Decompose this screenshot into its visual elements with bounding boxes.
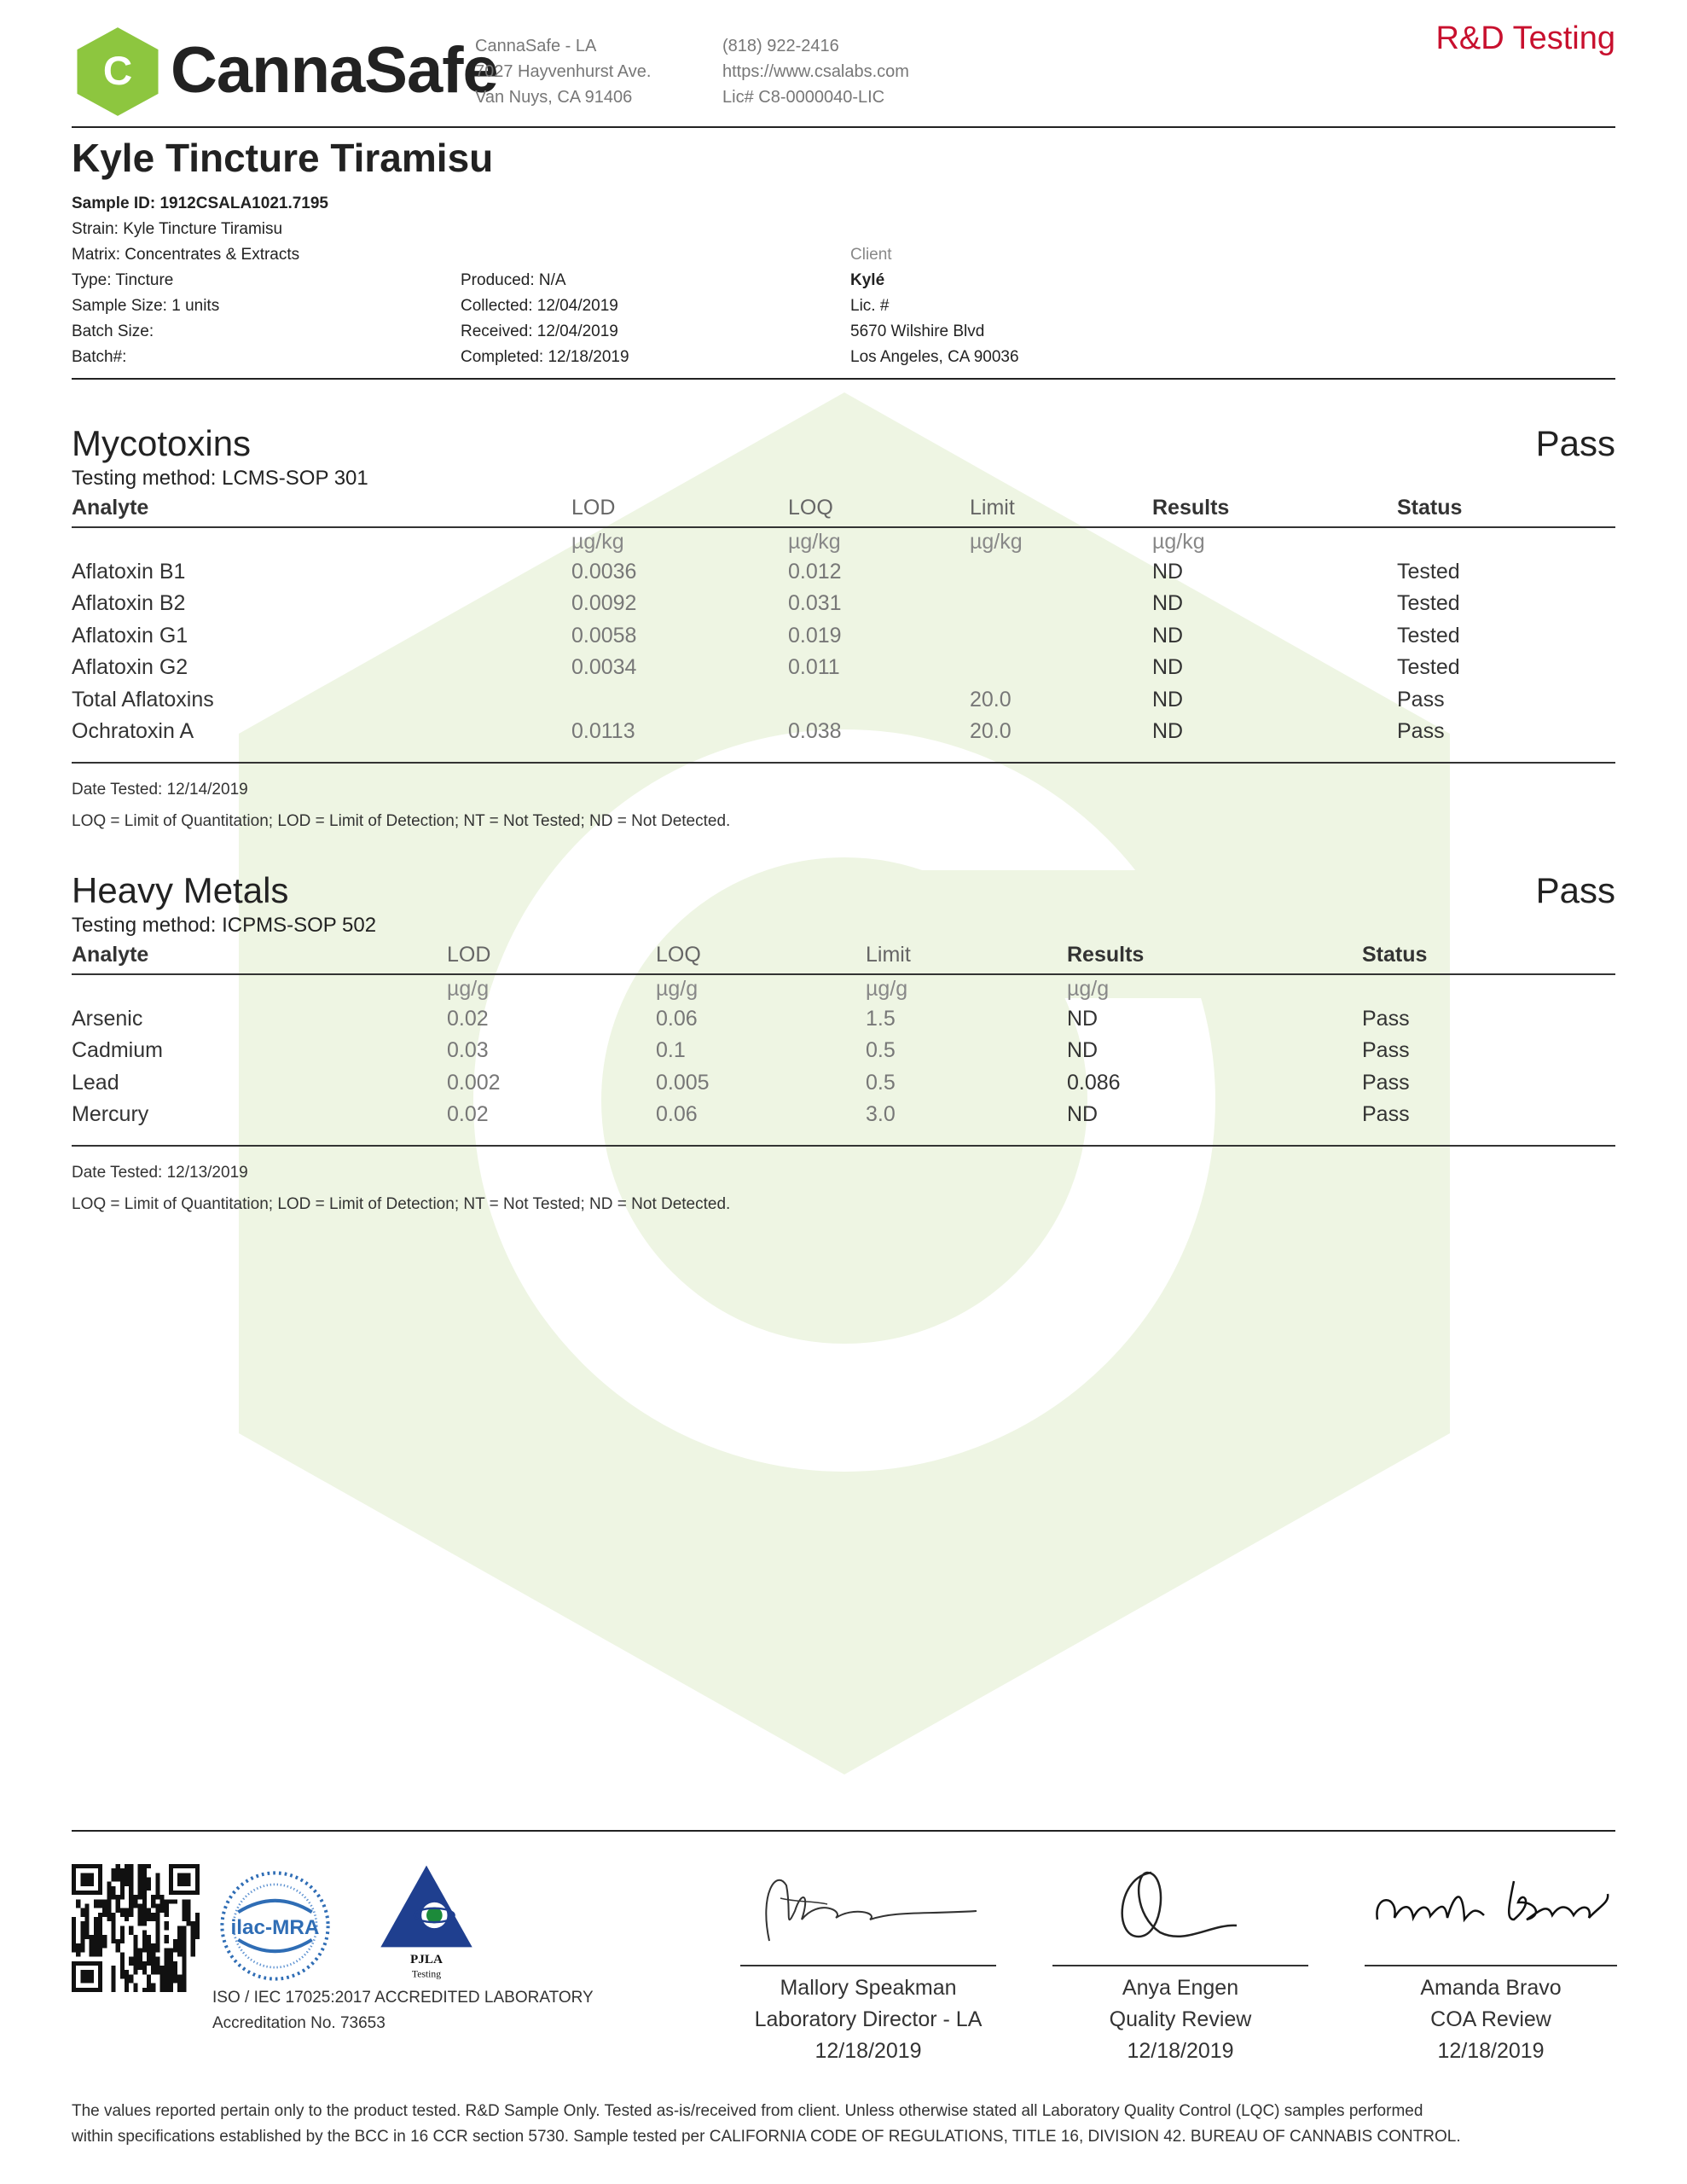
heavy-metals-cell: 0.002 — [447, 1070, 501, 1095]
heavy-metals-cell: Pass — [1362, 1102, 1410, 1127]
mycotoxins-cell: Tested — [1397, 591, 1460, 616]
mycotoxins-cell: Total Aflatoxins — [72, 687, 214, 712]
heavy-metals-header-limit: Limit — [866, 943, 911, 967]
mycotoxins-cell: Tested — [1397, 655, 1460, 680]
mycotoxins-title: Mycotoxins — [72, 423, 252, 463]
heavy-metals-legend: LOQ = Limit of Quantitation; LOD = Limit of Detection; NT = Not Tested; ND = Not Detected. — [72, 1195, 731, 1213]
mycotoxins-cell: Pass — [1397, 719, 1445, 743]
heavy-metals-header-lod: LOD — [447, 943, 491, 967]
cannasafe-logo-icon — [72, 26, 164, 118]
mycotoxins-cell: ND — [1152, 591, 1184, 616]
mycotoxins-cell: ND — [1152, 719, 1184, 743]
signatory-anya: Anya Engen Quality Review 12/18/2019 — [1109, 1976, 1252, 2063]
signature-anya — [1100, 1856, 1254, 1949]
mycotoxins-status: Pass — [1535, 423, 1615, 463]
heavy-metals-cell: ND — [1067, 1038, 1099, 1063]
mycotoxins-cell: Pass — [1397, 687, 1445, 712]
mycotoxins-cell: 0.0036 — [571, 560, 637, 584]
qr-code-icon — [72, 1864, 200, 1992]
heavy-metals-cell: ND — [1067, 1102, 1099, 1127]
heavy-metals-cell: 0.5 — [866, 1070, 896, 1095]
mycotoxins-cell: 0.019 — [788, 623, 842, 648]
signature-mallory — [751, 1860, 981, 1954]
heavy-metals-method: Testing method: ICPMS-SOP 502 — [72, 914, 377, 937]
sample-details: Sample ID: 1912CSALA1021.7195 Strain: Kyle Tincture Tiramisu Matrix: Concentrates & Extracts Type: Tincture Sample Size: 1 units Batch Size: Batch#: — [72, 195, 328, 366]
heavy-metals-cell: Cadmium — [72, 1038, 163, 1063]
heavy-metals-cell: 0.06 — [656, 1102, 698, 1127]
heavy-metals-cell: Pass — [1362, 1038, 1410, 1063]
svg-text:Testing: Testing — [411, 1968, 442, 1980]
heavy-metals-date-tested: Date Tested: 12/13/2019 — [72, 1164, 248, 1182]
mycotoxins-cell: 0.011 — [788, 655, 840, 680]
brand-name: CannaSafe — [171, 34, 498, 107]
pjla-logo — [375, 1862, 478, 1981]
mycotoxins-cell: 0.0113 — [571, 719, 635, 743]
heavy-metals-cell: Pass — [1362, 1007, 1410, 1031]
signatory-mallory: Mallory Speakman Laboratory Director - LA 12/18/2019 — [754, 1976, 983, 2063]
mycotoxins-cell: Tested — [1397, 623, 1460, 648]
heavy-metals-cell: 0.5 — [866, 1038, 896, 1063]
mycotoxins-unit: µg/kg — [788, 530, 841, 554]
heavy-metals-cell: 0.02 — [447, 1007, 489, 1031]
mycotoxins-cell: Aflatoxin G1 — [72, 623, 188, 648]
lab-contact: (818) 922-2416 https://www.csalabs.com Lic# C8-0000040-LIC — [722, 37, 909, 107]
mycotoxins-header-analyte: Analyte — [72, 496, 149, 520]
mycotoxins-cell: Aflatoxin B2 — [72, 591, 186, 616]
heavy-metals-header-analyte: Analyte — [72, 943, 149, 967]
client-info: Client Kylé Lic. # 5670 Wilshire Blvd Los Angeles, CA 90036 — [850, 246, 1019, 366]
heavy-metals-unit: µg/g — [1067, 977, 1110, 1001]
heavy-metals-cell: Mercury — [72, 1102, 149, 1127]
mycotoxins-unit: µg/kg — [970, 530, 1023, 554]
mycotoxins-header-results: Results — [1152, 496, 1230, 520]
heavy-metals-cell: ND — [1067, 1007, 1099, 1031]
heavy-metals-header-status: Status — [1362, 943, 1428, 967]
mycotoxins-cell: 0.012 — [788, 560, 842, 584]
heavy-metals-cell: 0.03 — [447, 1038, 489, 1063]
mycotoxins-cell: Ochratoxin A — [72, 719, 194, 743]
mycotoxins-date-tested: Date Tested: 12/14/2019 — [72, 781, 248, 799]
rd-testing-label: R&D Testing — [1435, 20, 1615, 56]
heavy-metals-cell: 0.086 — [1067, 1070, 1121, 1095]
mycotoxins-cell: ND — [1152, 560, 1184, 584]
heavy-metals-unit: µg/g — [866, 977, 908, 1001]
mycotoxins-header-loq: LOQ — [788, 496, 833, 520]
heavy-metals-cell: Pass — [1362, 1070, 1410, 1095]
svg-text:C: C — [102, 49, 133, 95]
mycotoxins-cell: ND — [1152, 687, 1184, 712]
heavy-metals-cell: Lead — [72, 1070, 119, 1095]
disclaimer: The values reported pertain only to the product tested. R&D Sample Only. Tested as-is/received from client. Unless otherwise stated all Laboratory Quality Control (LQC) samples performed within specifications established by the BCC in 16 CCR section 5730. Sample tested per CALIFORNIA CODE OF REGULATIONS, TITLE 16, DIVISION 42. BUREAU OF CANNABIS CONTROL. — [72, 2102, 1461, 2146]
mycotoxins-cell: 0.0058 — [571, 623, 637, 648]
mycotoxins-cell: Aflatoxin G2 — [72, 655, 188, 680]
heavy-metals-cell: 0.06 — [656, 1007, 698, 1031]
mycotoxins-cell: 0.038 — [788, 719, 842, 743]
heavy-metals-cell: Arsenic — [72, 1007, 143, 1031]
product-title: Kyle Tincture Tiramisu — [72, 136, 494, 180]
mycotoxins-cell: Tested — [1397, 560, 1460, 584]
mycotoxins-header-limit: Limit — [970, 496, 1015, 520]
mycotoxins-method: Testing method: LCMS-SOP 301 — [72, 467, 368, 490]
heavy-metals-cell: 1.5 — [866, 1007, 896, 1031]
signatory-amanda: Amanda Bravo COA Review 12/18/2019 — [1420, 1976, 1562, 2063]
heavy-metals-title: Heavy Metals — [72, 870, 289, 910]
mycotoxins-unit: µg/kg — [571, 530, 624, 554]
mycotoxins-cell: ND — [1152, 623, 1184, 648]
accreditation-text: ISO / IEC 17025:2017 ACCREDITED LABORATORY Accreditation No. 73653 — [212, 1989, 594, 2032]
signature-amanda — [1369, 1868, 1616, 1937]
mycotoxins-cell: 0.0092 — [571, 591, 637, 616]
heavy-metals-unit: µg/g — [656, 977, 699, 1001]
mycotoxins-header-lod: LOD — [571, 496, 616, 520]
heavy-metals-header-loq: LOQ — [656, 943, 701, 967]
mycotoxins-unit: µg/kg — [1152, 530, 1205, 554]
svg-text:PJLA: PJLA — [410, 1952, 443, 1966]
heavy-metals-cell: 0.005 — [656, 1070, 710, 1095]
mycotoxins-legend: LOQ = Limit of Quantitation; LOD = Limit of Detection; NT = Not Tested; ND = Not Detected. — [72, 812, 731, 830]
mycotoxins-cell: ND — [1152, 655, 1184, 680]
heavy-metals-unit: µg/g — [447, 977, 490, 1001]
mycotoxins-cell: Aflatoxin B1 — [72, 560, 186, 584]
heavy-metals-header-results: Results — [1067, 943, 1145, 967]
heavy-metals-cell: 0.02 — [447, 1102, 489, 1127]
mycotoxins-cell: 20.0 — [970, 687, 1012, 712]
mycotoxins-cell: 0.0034 — [571, 655, 637, 680]
lab-address: CannaSafe - LA 7027 Hayvenhurst Ave. Van Nuys, CA 91406 — [475, 37, 652, 107]
heavy-metals-cell: 0.1 — [656, 1038, 686, 1063]
sample-dates: Produced: N/A Collected: 12/04/2019 Received: 12/04/2019 Completed: 12/18/2019 — [461, 271, 629, 366]
mycotoxins-header-status: Status — [1397, 496, 1463, 520]
mycotoxins-cell: 0.031 — [788, 591, 842, 616]
mycotoxins-cell: 20.0 — [970, 719, 1012, 743]
heavy-metals-cell: 3.0 — [866, 1102, 896, 1127]
ilac-mra-logo — [217, 1868, 333, 1984]
svg-text:ilac-MRA: ilac-MRA — [230, 1915, 320, 1939]
heavy-metals-status: Pass — [1535, 870, 1615, 910]
